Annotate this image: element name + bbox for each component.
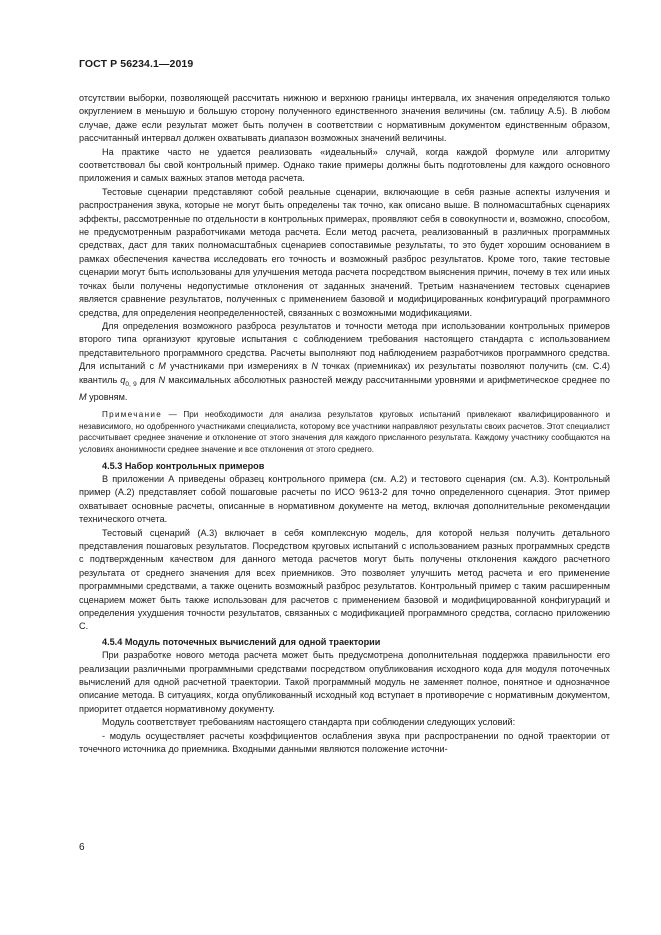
paragraph-2: На практике часто не удается реализовать «идеальный» случай, когда каждой формуле или алгоритму соответствовал бы свой контрольный пример. Однако такие примеры должны быть подготовлены для каждого основного приложения и самых важных этапов метода расчета. [79,146,610,184]
note-label: Примечание [102,410,163,420]
quantile-symbol: q [120,374,126,385]
paragraph-4: Для определения возможного разброса результатов и точности метода при использовании контрольных примеров второго типа организуют круговые испытания с соблюдением требования настоящего стандарта с использованием представительного программного средства. Расчеты выполняют под наблюдением разработчиков программного средства. Для испытаний с M участниками при измерениях в N точках (приемниках) их результаты позволяют получить (см. С.4) квантиль $q_{0, 9}$ для N максимальных абсолютных разностей между рассчитанными уровнями и арифметическое среднее по M уровням. [79,320,610,402]
paragraph-3: Тестовые сценарии представляют собой реальные сценарии, включающие в себя разные аспекты излучения и распространения звука, которые не могут быть определены так точно, как описано выше. В полномасштабных сценариях эффекты, рассмотренные по отдельности в контрольных примерах, проявляют себя в совокупности и, возможно, способом, не предусмотренным разработчиками метода расчета. Если метод расчета, реализованный в различных программных средствах, даст для таких полномасштабных сценариев сопоставимые результаты, то это будет хорошим основанием в рамках обеспечения качества исследовать его точность и возможный разброс результатов. Кроме того, такие тестовые сценарии могут быть использованы для улучшения метода расчета посредством выяснения причин, почему в тех или иных точках были получены недопустимые отклонения от заданных значений. Третьим назначением тестовых сценариев является сравнение результатов, полученных с применением базовой и модифицированных конфигураций программного средства, для определения неопределенностей, связанных с возможными модификациями. [79,186,610,318]
page-number: 6 [79,842,85,853]
paragraph-1: отсутствии выборки, позволяющей рассчитать нижнюю и верхнюю границы интервала, их значения определяются только округлением в меньшую и большую сторону полученного единственного значения величины (см. таблицу А.5). В любом случае, даже если результат может быть получен в соответствии с нормативным документом единственным образом, рассчитанный интервал должен охватывать диапазон возможных значений величины. [79,93,610,144]
page-content [79,92,610,756]
quantile-subscript: 0, 9 [125,380,137,388]
paragraph-9: - модуль осуществляет расчеты коэффициентов ослабления звука при распространении по одной траектории от точечного источника до приемника. Входными данными являются положение источни- [79,730,610,755]
paragraph-7: При разработке нового метода расчета может быть предусмотрена дополнительная поддержка правильности его реализации различными программными средствами посредством опубликования исходного кода для модуля поточечных вычислений для одной расчетной траектории. Такой программный модуль не заменяет полное, понятное и однозначное описание метода. В ситуациях, когда опубликованный исходный код вступает в противоречие с нормативным документом, приоритет отдается нормативному документу. [79,650,610,714]
document-header: ГОСТ Р 56234.1—2019 [79,58,194,70]
section-heading-4-5-4: 4.5.4 Модуль поточечных вычислений для одной траектории [102,636,381,647]
paragraph-8: Модуль соответствует требованиям настоящего стандарта при соблюдении следующих условий: [102,717,516,728]
paragraph-5: В приложении А приведены образец контрольного примера (см. А.2) и тестового сценария (см. А.3). Контрольный пример (А.2) представляет собой пошаговые расчеты по ИСО 9613-2 для точно определенного сценария. Этот пример охватывает основные расчеты, описанные в нормативном документе на метод, включая дополнительные рекомендации технического отчета. [79,473,610,525]
paragraph-6: Тестовый сценарий (А.3) включает в себя комплексную модель, для которой нельзя получить детального представления пошаговых результатов. Посредством круговых испытаний с использованием разных программных средств с подтвержденным качеством для данного метода расчетов могут быть получены отклонения каждого расчетного результата от среднего значения для всех приемников. Это позволяет улучшить метод расчета и его применение программными средствами, а также оценить возможный разброс результатов. Контрольный пример с таким расширенным сценарием может быть также использован для расчетов с применением базовой и модифицированной конфигураций и определения ухудшения точности результатов, связанных с модификацией программного средства, согласно приложению С. [79,527,610,632]
note [79,409,610,455]
note-text: — При необходимости для анализа результатов круговых испытаний привлекают квалифицированного и независимого, но одобренного участниками специалиста, которому все участники направляют результаты своих расчетов. Этот специалист рассчитывает среднее значение и отклонение от этого значения для каждого присланного результата. Каждому участнику сообщаются на условиях анонимности среднее значение и все отклонения от этого среднего. [79,410,611,454]
section-heading-4-5-3: 4.5.3 Набор контрольных примеров [102,460,265,471]
